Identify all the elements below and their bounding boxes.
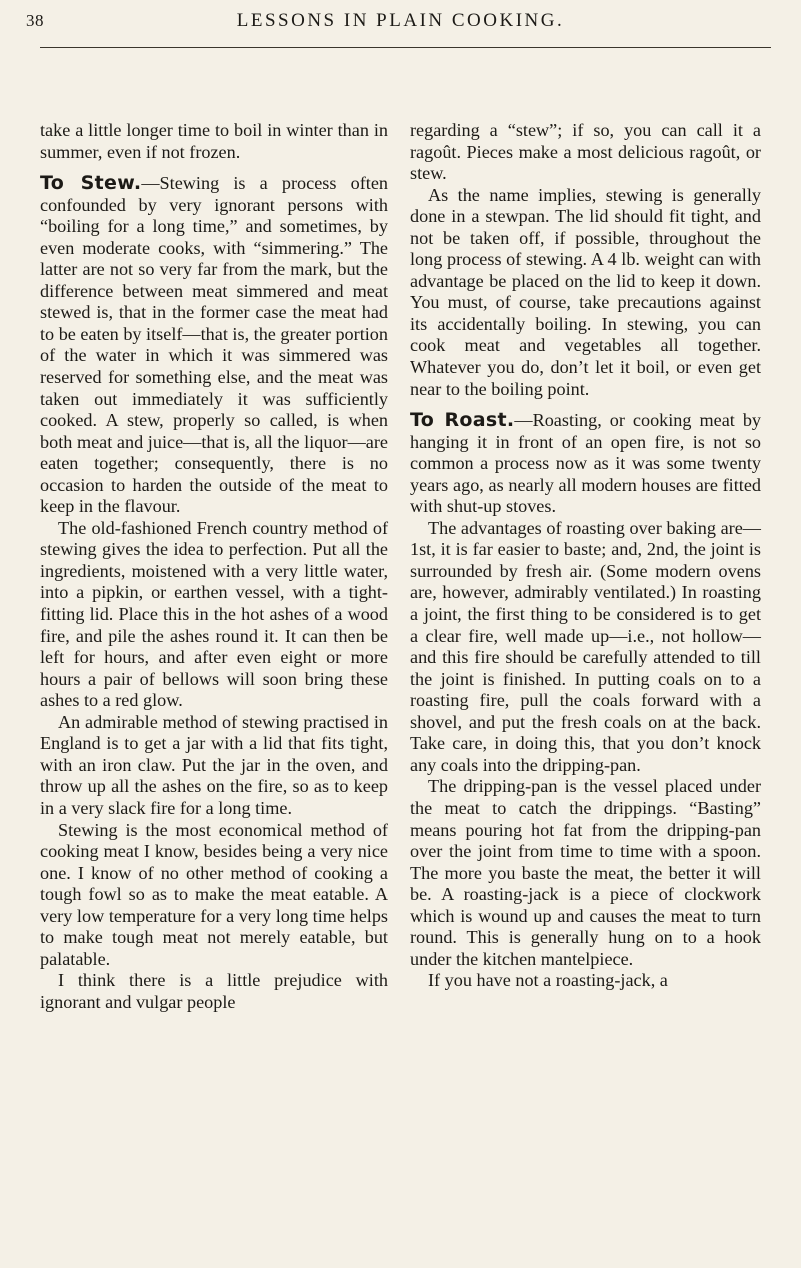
left-column: [40, 120, 388, 1013]
section-heading-to-roast: To Roast.: [410, 409, 515, 432]
paragraph: If you have not a roasting-jack, a: [428, 970, 668, 991]
section-heading-to-stew: To Stew.: [40, 172, 142, 195]
paragraph: As the name implies, stewing is generally done in a stewpan. The lid should fit tight, and not be taken off, if possible, throughout the long process of stewing. A 4 lb. weight can with advantage be placed on the lid to keep it down. You must, of course, take precautions against its accidentally boiling. In stewing, you can cook meat and vegetables all together. Whatever you do, don’t let it boil, or even get near to the boiling point.: [410, 184, 761, 399]
roast-section-opening: [410, 410, 761, 518]
page-number: 38: [26, 11, 44, 30]
paragraph-text: —Roasting, or cooking meat by hanging it in front of an open fire, is not so common a process now as it was some twenty years ago, as nearly all modern houses are fitted with shut-up stoves.: [410, 410, 762, 517]
stew-section-opening: [40, 173, 388, 518]
paragraph: The dripping-pan is the vessel placed under the meat to catch the drippings. “Basting” means pouring hot fat from the dripping-pan over the joint from time to time with a spoon. The more you baste the meat, the better it will be. A roasting-jack is a piece of clockwork which is wound up and causes the meat to turn round. This is generally hung on to a hook under the kitchen mantelpiece.: [410, 776, 761, 969]
paragraph: The old-fashioned French country method of stewing gives the idea to perfection. Put all the ingredients, moistened with a very little water, into a pipkin, or earthen vessel, with a tight-fitting lid. Place this in the hot ashes of a wood fire, and pile the ashes round it. It can then be left for hours, and after even eight or more hours a pair of bellows will soon bring these ashes to a red glow.: [40, 517, 388, 711]
header-rule: [40, 47, 771, 48]
paragraph: The advantages of roasting over baking are—1st, it is far easier to baste; and, 2nd, the joint is surrounded by fresh air. (Some modern ovens are, however, admirably ventilated.) In roasting a joint, the first thing to be considered is to get a clear fire, well made up—i.e., not hollow—and this fire should be carefully attended to till the joint is finished. In putting coals on to a roasting fire, pull the coals forward with a shovel, and put the fresh coals on at the back. Take care, in doing this, that you don’t knock any coals into the dripping-pan.: [410, 517, 761, 775]
right-column: [410, 120, 761, 992]
paragraph: regarding a “stew”; if so, you can call it a ragoût. Pieces make a most delicious ragoût, or stew.: [410, 120, 761, 184]
paragraph: I think there is a little prejudice with ignorant and vulgar people: [40, 970, 388, 1012]
paragraph-text: —Stewing is a process often confounded by very ignorant persons with “boiling for a long time,” and sometimes, by even moderate cooks, with “simmering.” The latter are not so very far from the mark, but the difference between meat simmered and meat stewed is, that in the former case the meat had to be eaten by itself—that is, the greater portion of the water in which it was simmered was reserved for something else, and the meat was taken out immediately it was sufficiently cooked. A stew, properly so called, is when both meat and juice—that is, all the liquor—are eaten together; consequently, there is no occasion to harden the outside of the meat to keep in the flavour.: [40, 173, 389, 517]
running-head: LESSONS IN PLAIN COOKING.: [236, 10, 565, 31]
paragraph: Stewing is the most economical method of cooking meat I know, besides being a very nice one. I know of no other method of cooking a tough fowl so as to make the meat eatable. A very low temperature for a very long time helps to make tough meat not merely eatable, but palatable.: [40, 819, 388, 969]
paragraph: An admirable method of stewing practised in England is to get a jar with a lid that fits tight, with an iron claw. Put the jar in the oven, and throw up all the ashes on the fire, so as to keep in a very slack fire for a long time.: [40, 711, 388, 818]
paragraph: take a little longer time to boil in winter than in summer, even if not frozen.: [40, 120, 388, 162]
